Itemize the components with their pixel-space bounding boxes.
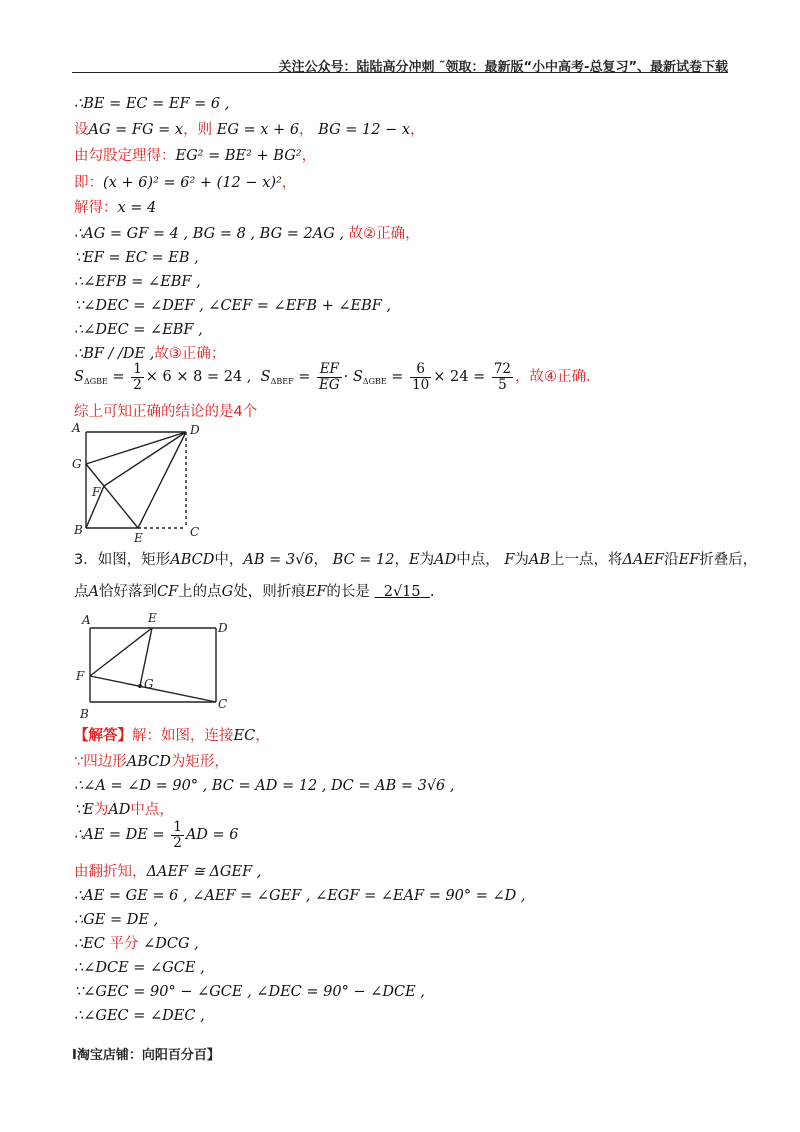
fraction-72-5: $\frac{72}{5}$ [493,360,512,393]
answer-line-12: ∴∠GEC = ∠DEC , [74,1008,205,1024]
label-A: A [82,613,91,627]
segment-ED [138,432,186,528]
label-C: C [190,525,200,539]
label-G: G [72,457,82,471]
label-B: B [80,707,89,721]
label-D: D [218,621,228,635]
answer-line-4: ∵E为AD中点， [74,802,174,818]
segment-FE [90,628,152,676]
solution-line-5: 解得：x = 4 [74,200,157,216]
answer-line-7: ∴AE = GE = 6 , ∠AEF = ∠GEF , ∠EGF = ∠EAF = 90° = ∠D , [74,888,526,904]
answer-line-9: ∴EC 平分 ∠DCG , [74,936,199,952]
answer-line-1: 【解答】解：如图，连接EC， [74,728,270,744]
solution-line-7: ∵EF = EC = EB , [74,250,199,266]
header-divider [72,72,728,73]
answer-line-2: ∵四边形ABCD为矩形， [74,754,229,770]
solution-line-3: 由勾股定理得：EG² = BE² + BG²， [74,148,317,164]
segment-FD [104,432,186,486]
label-A: A [72,421,81,435]
question-3-line-2: 点A恰好落到CF上的点G处，则折痕EF的长是 2√15 . [74,584,435,600]
label-E: E [134,531,143,542]
solution-line-9: ∵∠DEC = ∠DEF , ∠CEF = ∠EFB + ∠EBF , [74,298,392,314]
answer-line-11: ∵∠GEC = 90° − ∠GCE , ∠DEC = 90° − ∠DCE , [74,984,425,1000]
solution-line-6: ∴AG = GF = 4 , BG = 8 , BG = 2AG , 故②正确， [74,226,420,242]
question-3-line-1: 3．如图，矩形ABCD中，AB = 3√6， BC = 12，E为AD中点， F为AB上一点，将ΔAEF沿EF折叠后， [74,552,758,568]
label-F: F [76,669,85,683]
label-C: C [218,697,228,711]
fraction-ef-eg: $\frac{EF}{EG}$ [319,360,340,393]
answer-line-6: 由翻折知，ΔAEF ≅ ΔGEF , [74,864,262,880]
label-B: B [74,523,83,537]
answer-line-3: ∴∠A = ∠D = 90° , BC = AD = 12 , DC = AB = 3√6 , [74,778,455,794]
answer-line-10: ∴∠DCE = ∠GCE , [74,960,205,976]
label-G: G [144,677,154,691]
fraction-half: $\frac{1}{2}$ [133,360,142,393]
answer-line-8: ∴GE = DE , [74,912,159,928]
point-G [138,684,142,688]
answer-blank: 2√15 [383,584,421,600]
fraction-6-10: $\frac{6}{10}$ [412,360,430,393]
solution-line-4: 即：(x + 6)² = 6² + (12 − x)²， [74,175,297,191]
answer-line-5: ∴AE = DE = $\frac{1}{2}$ AD = 6 [74,818,239,851]
solution-line-1: ∴BE = EC = EF = 6 , [74,96,230,112]
label-F: F [92,485,101,499]
square-figure-1 [66,418,216,542]
solution-line-12: $S_{\Delta GBE}$ = $\frac{1}{2}$ × 6 × 8 = 24 , $S_{\Delta BEF}$ = $\frac{EF}{EG}$ · $S_{\Delta GBE}$ = $\frac{6}{10}$ × 24 = $\frac{72}{5}$ ，故④正确. [74,360,591,393]
label-D: D [190,423,200,437]
solution-line-11: ∴BF / /DE ,故③正确； [74,346,226,362]
rectangle-figure-2 [70,610,240,722]
segment-GD [86,432,186,464]
solution-line-10: ∴∠DEC = ∠EBF , [74,322,203,338]
page-header: 关注公众号：陆陆高分冲刺 ˜领取：最新版“小中高考-总复习”、最新试卷下载 [278,60,728,75]
solution-conclusion: 综上可知正确的结论的是4个 [74,404,258,420]
page-footer: I淘宝店铺：向阳百分百】 [72,1048,220,1063]
fraction-half-ad: $\frac{1}{2}$ [173,818,182,851]
label-E: E [148,611,157,625]
solution-line-8: ∴∠EFB = ∠EBF , [74,274,201,290]
solution-line-2: 设AG = FG = x，则 EG = x + 6， BG = 12 − x， [74,122,425,138]
